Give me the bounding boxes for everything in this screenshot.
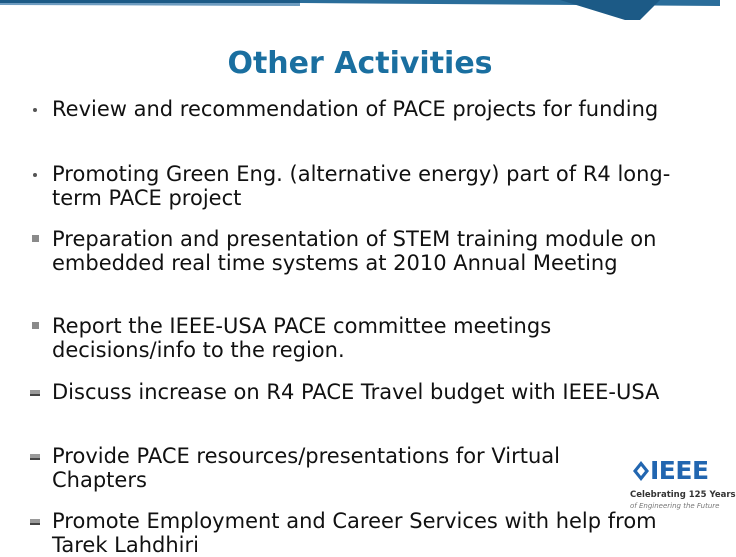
bullet-item: Promote Employment and Career Services with help from Tarek Lahdhiri [52,509,692,557]
bullet-dash-icon [28,444,42,468]
bullet-dot-icon [28,162,42,186]
ieee-diamond-icon [632,460,650,482]
logo-wordmark: IEEE [650,456,709,485]
bullet-item: Discuss increase on R4 PACE Travel budget with IEEE-USA [52,380,692,404]
bullet-dash-icon [28,509,42,533]
ieee-logo [628,456,736,528]
bullet-dash-icon [28,380,42,404]
bullet-item: Provide PACE resources/presentations for Virtual Chapters [52,444,612,492]
bullet-square-icon [28,314,42,338]
logo-tagline: Celebrating 125 Years [630,490,736,500]
logo-subtagline: of Engineering the Future [630,502,720,510]
bullet-item: Preparation and presentation of STEM training module on embedded real time systems at 2010 Annual Meeting [52,227,692,275]
slide-title: Other Activities [227,46,493,81]
bullet-item: Review and recommendation of PACE projects for funding [52,97,692,121]
bullet-square-icon [28,227,42,251]
bullet-item: Report the IEEE-USA PACE committee meetings decisions/info to the region. [52,314,692,362]
bullet-dot-icon [28,97,42,121]
bullet-item: Promoting Green Eng. (alternative energy) part of R4 long-term PACE project [52,162,692,210]
